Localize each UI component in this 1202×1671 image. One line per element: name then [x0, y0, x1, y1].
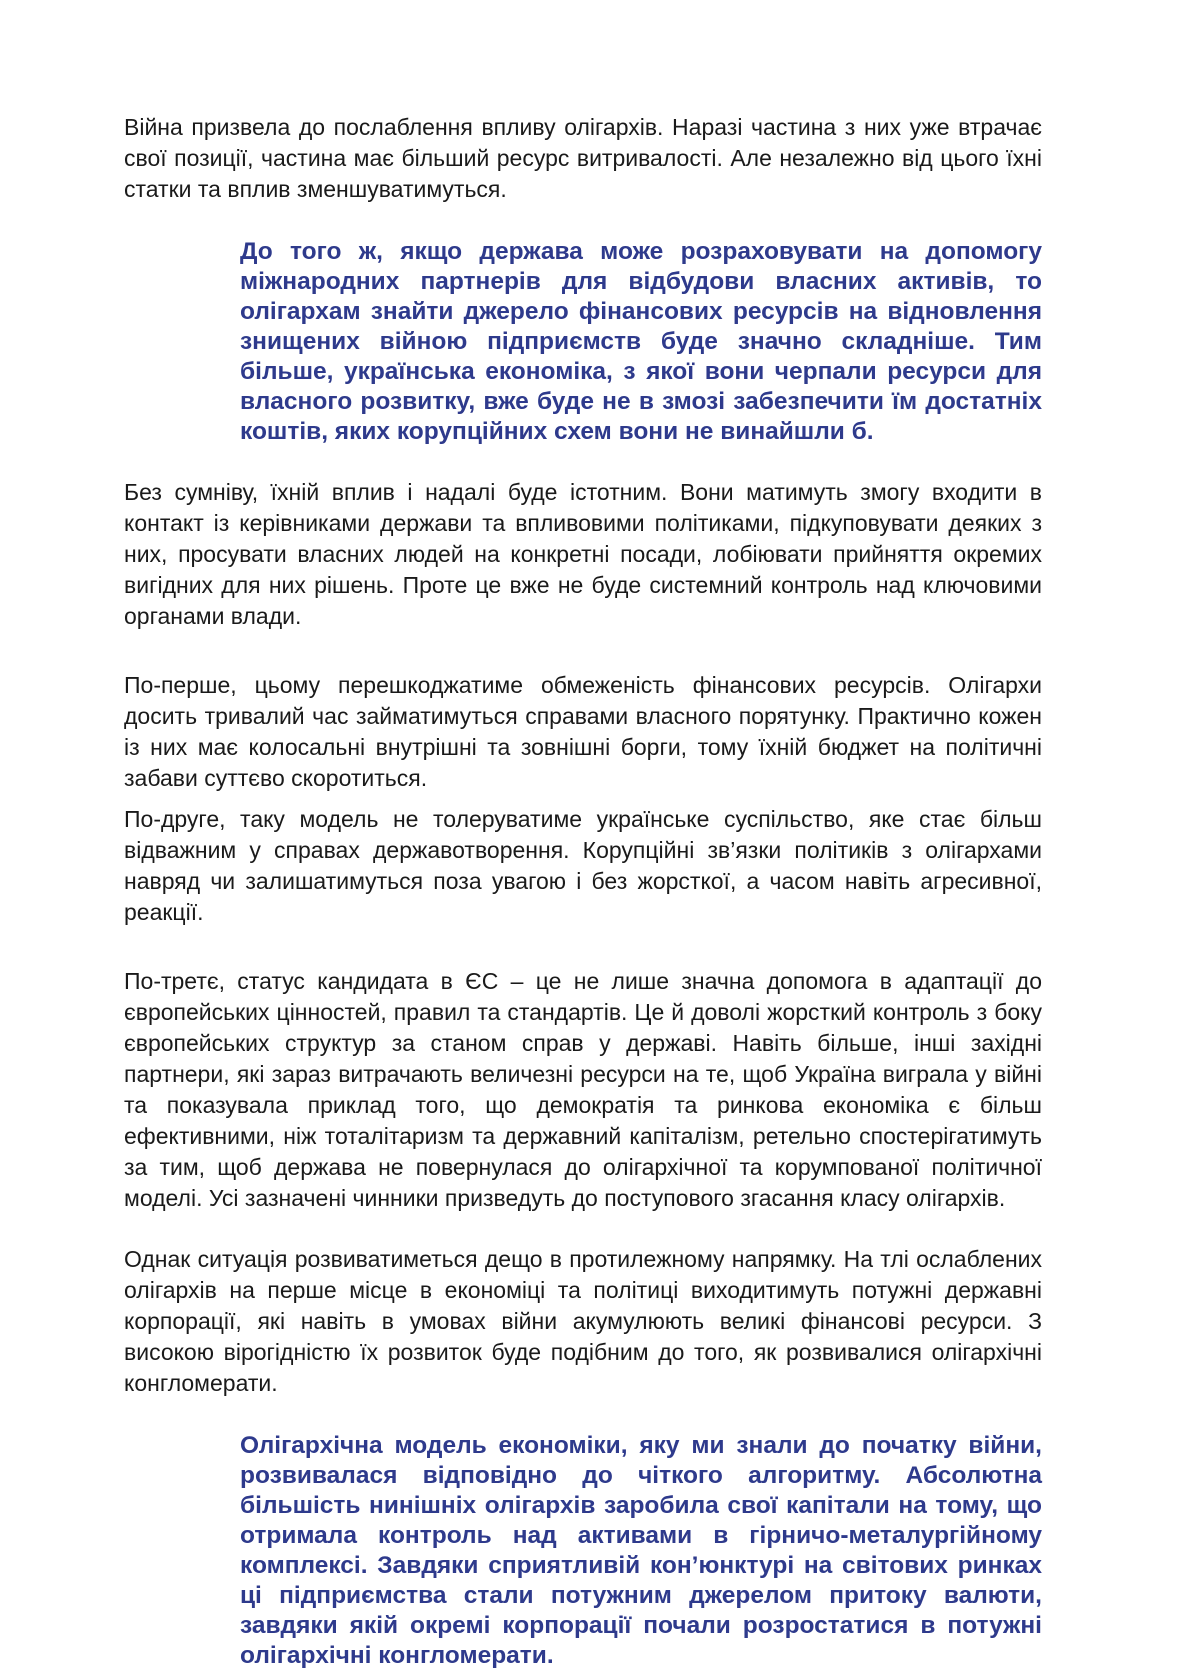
pull-quote: Олігархічна модель економіки, яку ми знали до початку війни, розвивалася відповідно до чіткого алгоритму. Абсолютна більшість нинішніх олігархів заробила свої капітали на тому, що отримала контроль над активами в гірничо-металургійному комплексі. Завдяки сприятливій кон’юнктурі на світових ринках ці підприємства стали потужним джерелом притоку валюти, завдяки якій окремі корпорації почали розростатися в потужні олігархічні конгломерати.: [240, 1432, 1042, 1669]
body-paragraph: По-друге, таку модель не толеруватиме українське суспільство, яке стає більш відважним у справах державотворення. Корупційні зв’язки політиків з олігархами навряд чи залишатимуться поза увагою і без жорсткої, а часом навіть агресивної, реакції.: [124, 806, 1042, 925]
body-paragraph: По-перше, цьому перешкоджатиме обмеженість фінансових ресурсів. Олігархи досить тривалий час займатимуться справами власного порятунку. Практично кожен із них має колосальні внутрішні та зовнішні борги, тому їхній бюджет на політичні забави суттєво скоротиться.: [124, 672, 1042, 791]
pull-quote: До того ж, якщо держава може розраховувати на допомогу міжнародних партнерів для відбудови власних активів, то олігархам знайти джерело фінансових ресурсів на відновлення знищених війною підприємств буде значно складніше. Тим більше, українська економіка, з якої вони черпали ресурси для власного розвитку, вже буде не в змозі забезпечити їм достатніх коштів, яких корупційних схем вони не винайшли б.: [240, 238, 1042, 445]
document-page: [124, 112, 1042, 1671]
body-paragraph: Війна призвела до послаблення впливу олігархів. Наразі частина з них уже втрачає свої позиції, частина має більший ресурс витривалості. Але незалежно від цього їхні статки та вплив зменшуватимуться.: [124, 114, 1042, 202]
body-paragraph: Без сумніву, їхній вплив і надалі буде істотним. Вони матимуть змогу входити в контакт із керівниками держави та впливовими політиками, підкуповувати деяких з них, просувати власних людей на конкретні посади, лобіювати прийняття окремих вигідних для них рішень. Проте це вже не буде системний контроль над ключовими органами влади.: [124, 479, 1042, 629]
body-paragraph: По-третє, статус кандидата в ЄС – це не лише значна допомога в адаптації до європейських цінностей, правил та стандартів. Це й доволі жорсткий контроль з боку європейських структур за станом справ у державі. Навіть більше, інші західні партнери, які зараз витрачають величезні ресурси на те, щоб Україна виграла у війні та показувала приклад того, що демократія та ринкова економіка є більш ефективними, ніж тоталітаризм та державний капіталізм, ретельно спостерігатимуть за тим, щоб держава не повернулася до олігархічної та корумпованої політичної моделі. Усі зазначені чинники призведуть до поступового згасання класу олігархів.: [124, 968, 1042, 1211]
body-paragraph: Однак ситуація розвиватиметься дещо в протилежному напрямку. На тлі ослаблених олігархів на перше місце в економіці та політиці виходитимуть потужні державні корпорації, які навіть в умовах війни акумулюють великі фінансові ресурси. З високою вірогідністю їх розвиток буде подібним до того, як розвивалися олігархічні конгломерати.: [124, 1246, 1042, 1396]
